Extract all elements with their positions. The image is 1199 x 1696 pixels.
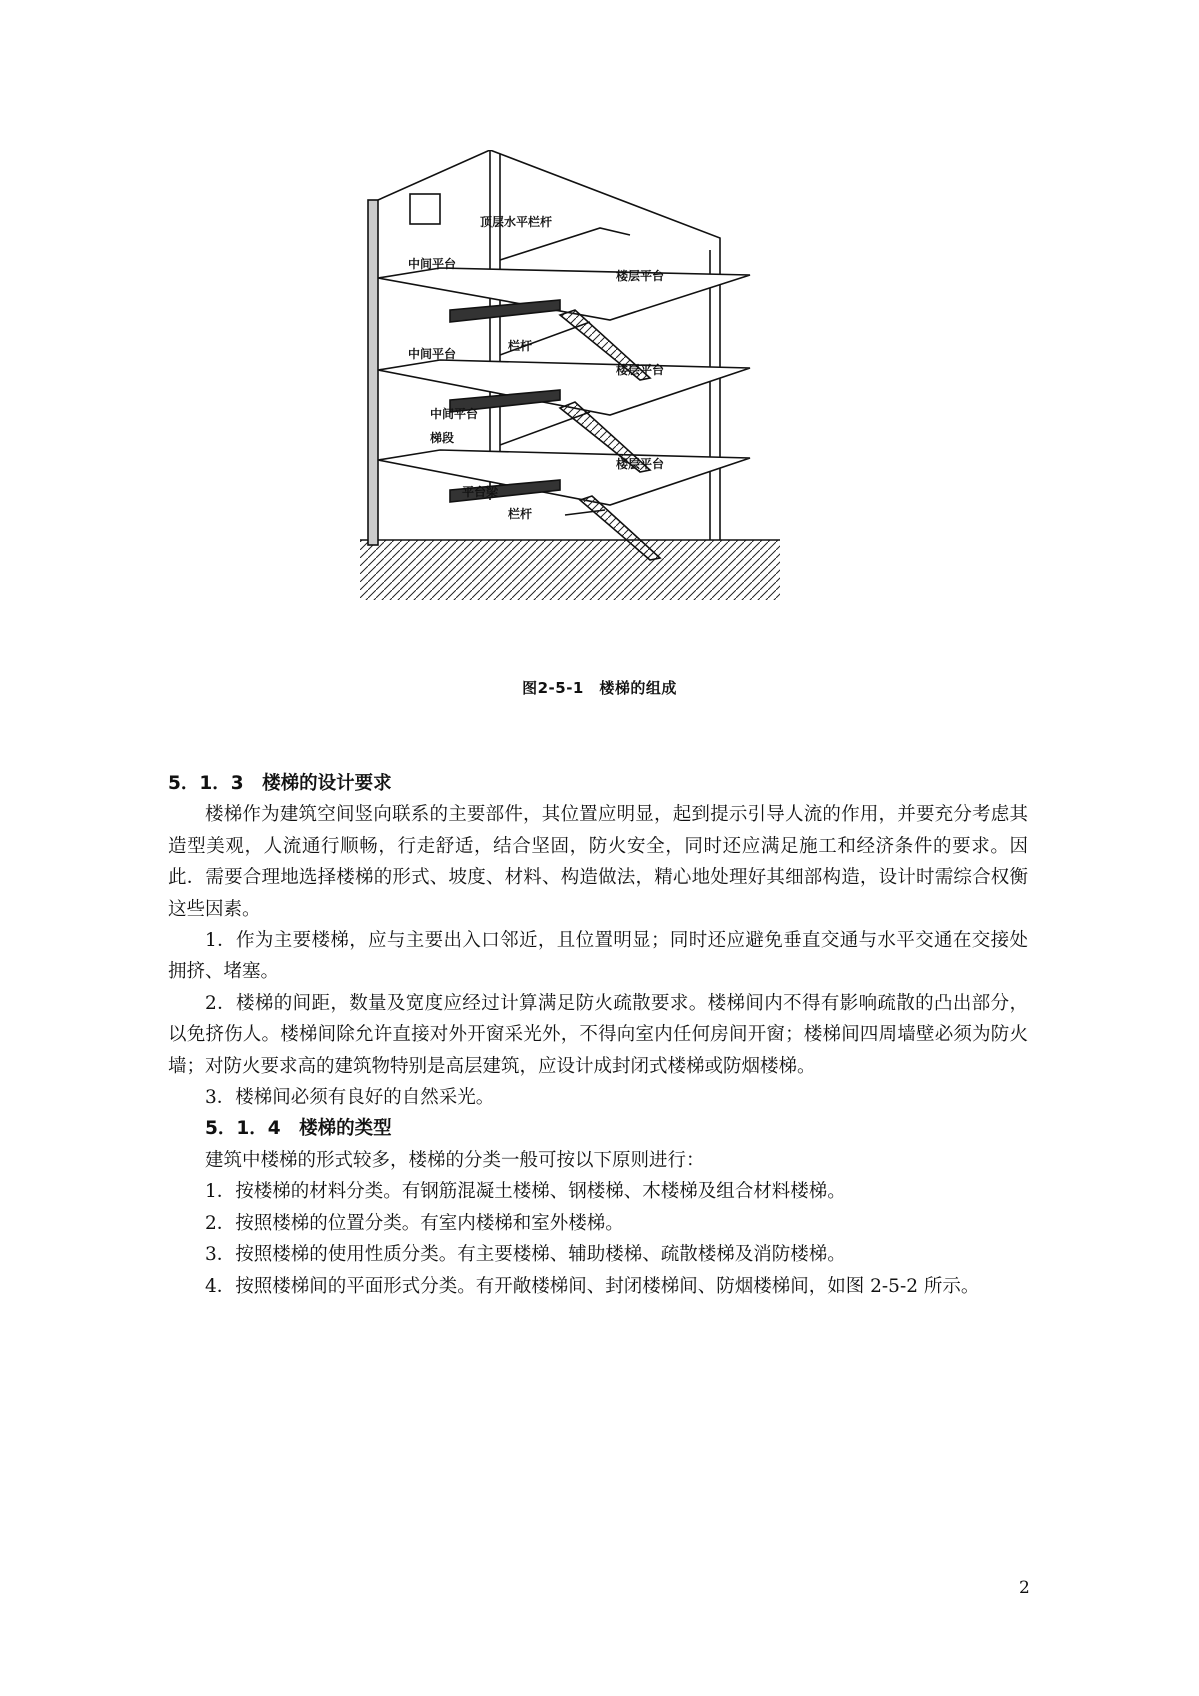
- paragraph-514-4: 4．按照楼梯间的平面形式分类。有开敞楼梯间、封闭楼梯间、防烟楼梯间，如图 2-5-2 所示。: [205, 1275, 980, 1297]
- paragraph-514-3: 3．按照楼梯的使用性质分类。有主要楼梯、辅助楼梯、疏散楼梯及消防楼梯。: [205, 1244, 846, 1266]
- label-railing-1: 栏杆: [508, 507, 533, 521]
- label-floor-landing-2: 楼层平台: [616, 363, 665, 377]
- section-heading-513: 5．1．3 楼梯的设计要求: [168, 773, 392, 794]
- label-landing-beam: 平台梁: [462, 485, 499, 499]
- label-mid-landing-2: 中间平台: [408, 347, 457, 361]
- label-mid-landing-1: 中间平台: [430, 407, 479, 421]
- paragraph-514-2: 2．按照楼梯的位置分类。有室内楼梯和室外楼梯。: [205, 1212, 624, 1234]
- paragraph-514-1: 1．按楼梯的材料分类。有钢筋混凝土楼梯、钢楼梯、木楼梯及组合材料楼梯。: [205, 1181, 846, 1203]
- page-number: 2: [1019, 1578, 1030, 1598]
- staircase-drawing: [360, 150, 830, 660]
- body-text: [168, 768, 1028, 1302]
- paragraph-513-1: 1．作为主要楼梯，应与主要出入口邻近，且位置明显；同时还应避免垂直交通与水平交通在交接处拥挤、堵塞。: [168, 930, 1028, 983]
- paragraph-513-3: 3．楼梯间必须有良好的自然采光。: [205, 1087, 495, 1109]
- figure-caption: 图2-5-1 楼梯的组成: [522, 679, 677, 697]
- label-mid-landing-3: 中间平台: [408, 257, 457, 271]
- label-floor-landing-3: 楼层平台: [616, 269, 665, 283]
- label-top-handrail: 顶层水平栏杆: [480, 215, 553, 229]
- paragraph-513-2: 2．楼梯的间距，数量及宽度应经过计算满足防火疏散要求。楼梯间内不得有影响疏散的凸出部分，以免挤伤人。楼梯间除允许直接对外开窗采光外，不得向室内任何房间开窗；楼梯间四周墙壁必须为防火墙；对防火要求高的建筑物特别是高层建筑，应设计成封闭式楼梯或防烟楼梯。: [168, 992, 1028, 1077]
- paragraph-513-0: 楼梯作为建筑空间竖向联系的主要部件，其位置应明显，起到提示引导人流的作用，并要充分考虑其造型美观，人流通行顺畅，行走舒适，结合坚固，防火安全，同时还应满足施工和经济条件的要求。因此．需要合理地选择楼梯的形式、坡度、材料、构造做法，精心地处理好其细部构造，设计时需综合权衡这些因素。: [168, 804, 1028, 920]
- label-floor-landing-1: 楼层平台: [616, 457, 665, 471]
- section-heading-514: 5．1．4 楼梯的类型: [205, 1118, 392, 1140]
- label-flight: 梯段: [430, 431, 455, 445]
- paragraph-514-0: 建筑中楼梯的形式较多，楼梯的分类一般可按以下原则进行：: [205, 1149, 705, 1171]
- staircase-figure: [360, 150, 830, 660]
- label-railing-2: 栏杆: [508, 339, 533, 353]
